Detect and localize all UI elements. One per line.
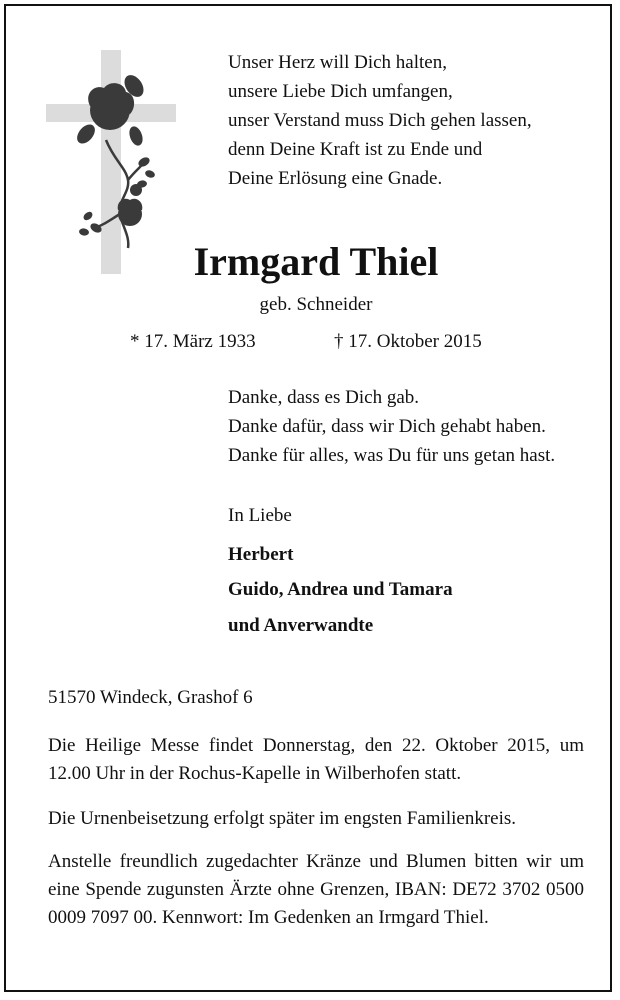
address: 51570 Windeck, Grashof 6: [48, 687, 253, 708]
thanks-line: Danke, dass es Dich gab.: [228, 387, 420, 408]
rose-bud-icon: [130, 184, 142, 196]
birth-name: geb. Schneider: [259, 294, 373, 315]
deceased-name: Irmgard Thiel: [193, 239, 439, 284]
poem-line: Unser Herz will Dich halten,: [228, 52, 447, 73]
signature-name: Herbert: [228, 544, 294, 565]
burial-notice: Die Urnenbeisetzung erfolgt später im engsten Familienkreis.: [48, 808, 517, 829]
poem-line: denn Deine Kraft ist zu Ende und: [228, 139, 483, 160]
small-rose-icon: [118, 199, 143, 226]
signature-intro: In Liebe: [228, 505, 292, 526]
signature-name: Guido, Andrea und Tamara: [228, 579, 453, 600]
thanks-verse: [228, 383, 555, 470]
mass-notice: Die Heilige Messe findet Donnerstag, den 22. Oktober 2015, um 12.00 Uhr in der Rochus-Kapelle in Wilberhofen statt.: [48, 735, 584, 784]
poem-line: Deine Erlösung eine Gnade.: [228, 168, 443, 189]
donation-notice: Anstelle freundlich zugedachter Kränze und Blumen bitten wir um eine Spende zugunsten Ärzte ohne Grenzen, IBAN: DE72 3702 0500 0009 7097 00. Kennwort: Im Gedenken an Irmgard Thiel.: [48, 851, 584, 928]
thanks-line: Danke dafür, dass wir Dich gehabt haben.: [228, 416, 546, 437]
poem-line: unser Verstand muss Dich gehen lassen,: [228, 110, 532, 131]
signature-name: und Anverwandte: [228, 615, 374, 636]
obituary-frame: [4, 4, 612, 992]
birth-date: * 17. März 1933: [130, 331, 256, 352]
death-date: † 17. Oktober 2015: [334, 331, 482, 352]
poem: [228, 48, 532, 193]
thanks-line: Danke für alles, was Du für uns getan hast.: [228, 445, 556, 466]
poem-line: unsere Liebe Dich umfangen,: [228, 81, 453, 102]
